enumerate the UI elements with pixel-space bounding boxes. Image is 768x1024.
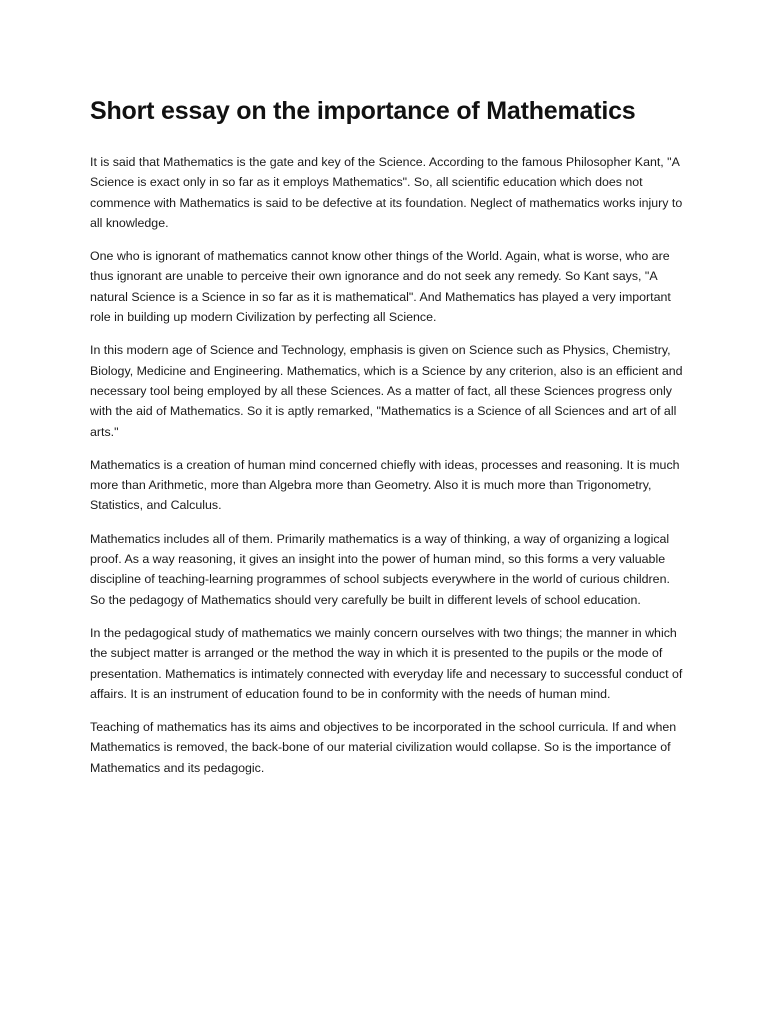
paragraph: In the pedagogical study of mathematics we mainly concern ourselves with two things; the manner in which the subject matter is arranged or the method the way in which it is presented to the pupils or the mode of presentation. Mathematics is intimately connected with everyday life and necessary to successful conduct of affairs. It is an instrument of education found to be in conformity with the needs of human mind.: [90, 625, 683, 701]
paragraph: In this modern age of Science and Technology, emphasis is given on Science such as Physics, Chemistry, Biology, Medicine and Engineering. Mathematics, which is a Science by any criterion, also is an efficient and necessary tool being employed by all these Sciences. As a matter of fact, all these Sciences progress only with the aid of Mathematics. So it is aptly remarked, "Mathematics is a Science of all Sciences and art of all arts.": [90, 343, 683, 439]
document-title: Short essay on the importance of Mathematics: [90, 97, 636, 125]
paragraph: Mathematics includes all of them. Primarily mathematics is a way of thinking, a way of organizing a logical proof. As a way reasoning, it gives an insight into the power of human mind, so this forms a very valuable discipline of teaching-learning programmes of school subjects everywhere in the world of curious children. So the pedagogy of Mathematics should very carefully be built in different levels of school education.: [90, 531, 670, 607]
paragraph: Mathematics is a creation of human mind concerned chiefly with ideas, processes and reasoning. It is much more than Arithmetic, more than Algebra more than Geometry. Also it is much more than Trigonometry, Statistics, and Calculus.: [90, 457, 680, 513]
paragraph: It is said that Mathematics is the gate and key of the Science. According to the famous Philosopher Kant, "A Science is exact only in so far as it employs Mathematics". So, all scientific education which does not commence with Mathematics is said to be defective at its foundation. Neglect of mathematics works injury to all knowledge.: [90, 155, 683, 230]
paragraph: One who is ignorant of mathematics cannot know other things of the World. Again, what is worse, who are thus ignorant are unable to perceive their own ignorance and do not seek any remedy. So Kant says, "A natural Science is a Science in so far as it is mathematical". And Mathematics has played a very important role in building up modern Civilization by perfecting all Science.: [90, 249, 671, 325]
paragraph: Teaching of mathematics has its aims and objectives to be incorporated in the school curricula. If and when Mathematics is removed, the back-bone of our material civilization would collapse. So is the importance of Mathematics and its pedagogic.: [90, 720, 677, 775]
